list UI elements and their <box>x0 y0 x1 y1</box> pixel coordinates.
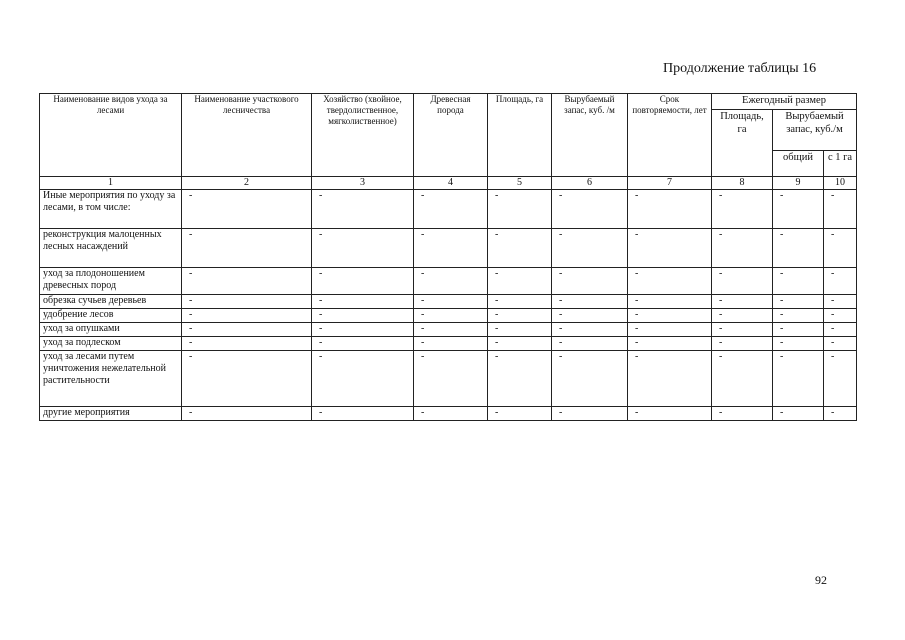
row-value: - <box>414 337 488 351</box>
row-value: - <box>312 268 414 295</box>
row-value: - <box>712 351 773 407</box>
row-label: обрезка сучьев деревьев <box>40 295 182 309</box>
row-value: - <box>712 268 773 295</box>
row-value: - <box>824 407 857 421</box>
row-value: - <box>182 337 312 351</box>
row-value: - <box>552 323 628 337</box>
page-number: 92 <box>815 573 827 587</box>
row-value: - <box>824 351 857 407</box>
header-area: Площадь, га <box>488 94 552 177</box>
row-value: - <box>414 295 488 309</box>
table-row <box>40 407 857 421</box>
row-label: реконструкция малоценных лесных насаждений <box>40 229 182 268</box>
row-value: - <box>414 229 488 268</box>
row-value: - <box>628 268 712 295</box>
row-value: - <box>824 190 857 229</box>
table-row <box>40 190 857 229</box>
row-value: - <box>552 295 628 309</box>
header-annual-size: Ежегодный размер <box>712 94 857 110</box>
row-label: уход за лесами путем уничтожения нежелательной растительности <box>40 351 182 407</box>
header-forestry: Наименование участкового лесничества <box>182 94 312 177</box>
column-number: 9 <box>773 177 824 190</box>
row-value: - <box>773 309 824 323</box>
forest-care-table <box>39 93 857 421</box>
row-value: - <box>488 229 552 268</box>
row-value: - <box>773 190 824 229</box>
column-number: 10 <box>824 177 857 190</box>
row-value: - <box>488 309 552 323</box>
header-tree-species: Древесная порода <box>414 94 488 177</box>
header-repeat-period: Срок повторяемости, лет <box>628 94 712 177</box>
row-value: - <box>488 190 552 229</box>
row-value: - <box>712 407 773 421</box>
row-value: - <box>824 309 857 323</box>
column-number: 3 <box>312 177 414 190</box>
row-value: - <box>488 323 552 337</box>
row-value: - <box>552 229 628 268</box>
row-value: - <box>552 351 628 407</box>
table-row <box>40 309 857 323</box>
table-row <box>40 268 857 295</box>
row-label: уход за плодоношением древесных пород <box>40 268 182 295</box>
row-value: - <box>414 351 488 407</box>
column-number: 6 <box>552 177 628 190</box>
row-value: - <box>712 229 773 268</box>
row-label: Иные мероприятия по уходу за лесами, в том числе: <box>40 190 182 229</box>
row-value: - <box>628 337 712 351</box>
row-value: - <box>552 337 628 351</box>
row-value: - <box>312 323 414 337</box>
table-row <box>40 295 857 309</box>
row-value: - <box>182 323 312 337</box>
row-value: - <box>182 295 312 309</box>
row-value: - <box>712 323 773 337</box>
table-row <box>40 323 857 337</box>
row-value: - <box>488 337 552 351</box>
header-volume: Вырубаемый запас, куб. /м <box>552 94 628 177</box>
row-value: - <box>628 229 712 268</box>
row-value: - <box>488 351 552 407</box>
row-label: уход за подлеском <box>40 337 182 351</box>
header-annual-volume: Вырубаемый запас, куб./м <box>773 110 857 151</box>
row-value: - <box>552 190 628 229</box>
row-value: - <box>773 337 824 351</box>
row-value: - <box>824 337 857 351</box>
table-row <box>40 229 857 268</box>
header-annual-per-ha: с 1 га <box>824 151 857 177</box>
row-value: - <box>182 407 312 421</box>
column-number: 8 <box>712 177 773 190</box>
header-economy: Хозяйство (хвойное, твердолиственное, мягколиственное) <box>312 94 414 177</box>
row-label: уход за опушками <box>40 323 182 337</box>
row-value: - <box>414 309 488 323</box>
row-value: - <box>182 351 312 407</box>
row-value: - <box>182 190 312 229</box>
header-care-type: Наименование видов ухода за лесами <box>40 94 182 177</box>
row-value: - <box>414 407 488 421</box>
row-value: - <box>712 190 773 229</box>
row-value: - <box>773 229 824 268</box>
column-number: 2 <box>182 177 312 190</box>
row-value: - <box>773 295 824 309</box>
column-number-row <box>40 177 857 190</box>
row-value: - <box>628 295 712 309</box>
row-value: - <box>552 407 628 421</box>
row-value: - <box>552 309 628 323</box>
row-value: - <box>182 229 312 268</box>
row-value: - <box>312 295 414 309</box>
row-value: - <box>824 268 857 295</box>
row-value: - <box>628 309 712 323</box>
row-value: - <box>312 351 414 407</box>
table-row <box>40 337 857 351</box>
row-value: - <box>414 190 488 229</box>
row-value: - <box>773 268 824 295</box>
row-value: - <box>628 190 712 229</box>
row-label: другие мероприятия <box>40 407 182 421</box>
row-value: - <box>628 351 712 407</box>
column-number: 7 <box>628 177 712 190</box>
row-value: - <box>712 309 773 323</box>
row-label: удобрение лесов <box>40 309 182 323</box>
row-value: - <box>824 229 857 268</box>
column-number: 5 <box>488 177 552 190</box>
column-number: 1 <box>40 177 182 190</box>
row-value: - <box>824 323 857 337</box>
row-value: - <box>488 268 552 295</box>
row-value: - <box>312 309 414 323</box>
row-value: - <box>773 323 824 337</box>
row-value: - <box>552 268 628 295</box>
row-value: - <box>182 309 312 323</box>
header-annual-total: общий <box>773 151 824 177</box>
row-value: - <box>773 407 824 421</box>
table-row <box>40 351 857 407</box>
row-value: - <box>628 323 712 337</box>
row-value: - <box>312 190 414 229</box>
row-value: - <box>414 323 488 337</box>
table-caption: Продолжение таблицы 16 <box>663 61 817 76</box>
row-value: - <box>312 229 414 268</box>
row-value: - <box>712 295 773 309</box>
row-value: - <box>712 337 773 351</box>
row-value: - <box>628 407 712 421</box>
row-value: - <box>312 407 414 421</box>
row-value: - <box>824 295 857 309</box>
row-value: - <box>312 337 414 351</box>
row-value: - <box>773 351 824 407</box>
row-value: - <box>414 268 488 295</box>
column-number: 4 <box>414 177 488 190</box>
row-value: - <box>488 295 552 309</box>
header-annual-area: Площадь, га <box>712 110 773 177</box>
row-value: - <box>182 268 312 295</box>
row-value: - <box>488 407 552 421</box>
